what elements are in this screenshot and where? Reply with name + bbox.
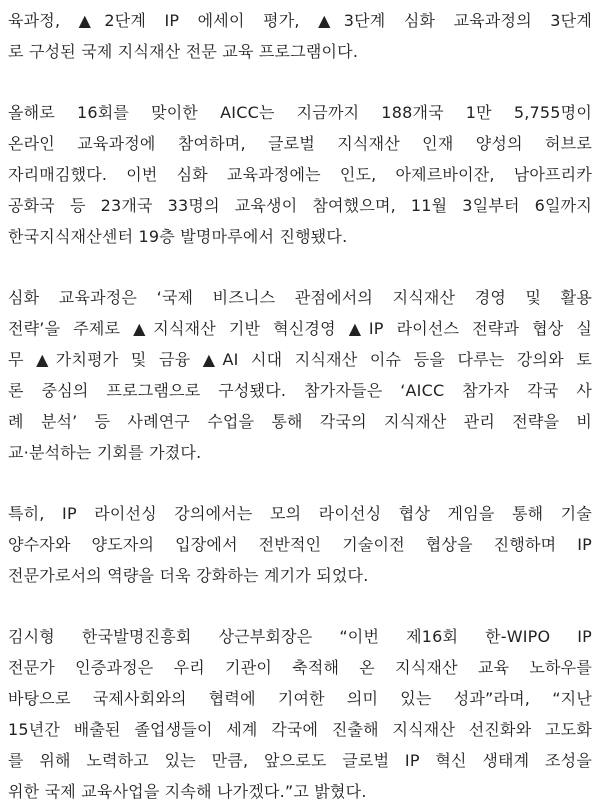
- text-line: 육과정, ▲2단계 IP 에세이 평가, ▲3단계 심화 교육과정의 3단계: [8, 11, 592, 30]
- text-line: 김시형 한국발명진흥회 상근부회장은 “이번 제16회 한-WIPO IP: [8, 627, 592, 646]
- text-line: 바탕으로 국제사회와의 협력에 기여한 의미 있는 성과”라며, “지난: [8, 689, 592, 708]
- text-line: 를 위해 노력하고 있는 만큼, 앞으로도 글로벌 IP 혁신 생태계 조성을: [8, 751, 592, 770]
- paragraph-licensing: [8, 498, 592, 591]
- text-line: 로 구성된 국제 지식재산 전문 교육 프로그램이다.: [8, 42, 359, 61]
- text-line: 심화 교육과정은 ‘국제 비즈니스 관점에서의 지식재산 경영 및 활용: [8, 288, 592, 307]
- text-line: 온라인 교육과정에 참여하며, 글로벌 지식재산 인재 양성의 허브로: [8, 134, 592, 153]
- paragraph-gap: [8, 591, 592, 621]
- text-line: 자리매김했다. 이번 심화 교육과정에는 인도, 아제르바이잔, 남아프리카: [8, 165, 592, 184]
- text-line: 전문가 인증과정은 우리 기관이 축적해 온 지식재산 교육 노하우를: [8, 658, 592, 677]
- text-line: 례 분석’ 등 사례연구 수업을 통해 각국의 지식재산 관리 전략을 비: [8, 412, 592, 431]
- paragraph-gap: [8, 468, 592, 498]
- text-line: 교·분석하는 기회를 가졌다.: [8, 443, 202, 462]
- text-line: 전문가로서의 역량을 더욱 강화하는 계기가 되었다.: [8, 566, 369, 585]
- text-line: 공화국 등 23개국 33명의 교육생이 참여했으며, 11월 3일부터 6일까지: [8, 196, 592, 215]
- paragraph-curriculum: [8, 282, 592, 468]
- paragraph-program-structure: [8, 5, 592, 67]
- text-line: 양수자와 양도자의 입장에서 전반적인 기술이전 협상을 진행하며 IP: [8, 535, 592, 554]
- text-line: 특히, IP 라이선싱 강의에서는 모의 라이선싱 협상 게임을 통해 기술: [8, 504, 592, 523]
- paragraph-quote: [8, 621, 592, 807]
- text-line: 무 ▲가치평가 및 금융 ▲AI 시대 지식재산 이슈 등을 다루는 강의와 토: [8, 350, 592, 369]
- text-line: 위한 국제 교육사업을 지속해 나가겠다.”고 밝혔다.: [8, 782, 367, 801]
- text-line: 전략’을 주제로 ▲지식재산 기반 혁신경영 ▲IP 라이선스 전략과 협상 실: [8, 319, 592, 338]
- paragraph-aicc-history: [8, 97, 592, 252]
- text-line: 올해로 16회를 맞이한 AICC는 지금까지 188개국 1만 5,755명이: [8, 103, 592, 122]
- paragraph-gap: [8, 252, 592, 282]
- text-line: 한국지식재산센터 19층 발명마루에서 진행됐다.: [8, 227, 348, 246]
- paragraph-gap: [8, 67, 592, 97]
- text-line: 론 중심의 프로그램으로 구성됐다. 참가자들은 ‘AICC 참가자 각국 사: [8, 381, 592, 400]
- text-line: 15년간 배출된 졸업생들이 세계 각국에 진출해 지식재산 선진화와 고도화: [8, 720, 592, 739]
